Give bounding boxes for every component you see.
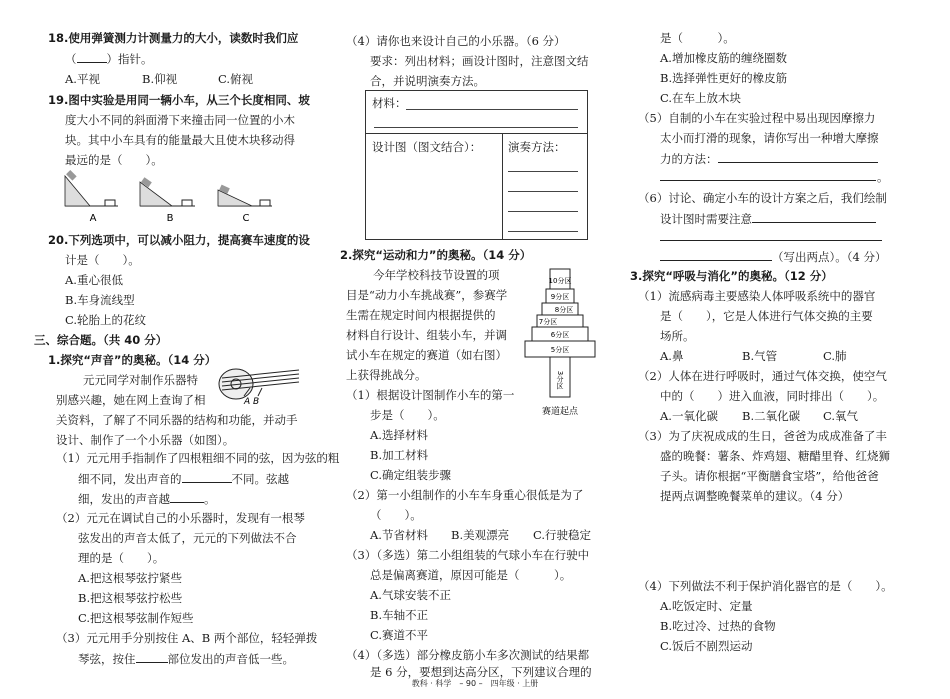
p2-s3-option-c: C.赛道不平 xyxy=(370,628,429,642)
r-cont-option-a: A.增加橡皮筋的缠绕圈数 xyxy=(660,51,787,65)
p2-s1-option-a: A.选择材料 xyxy=(370,428,428,442)
q20-option-c: C.轮胎上的花纹 xyxy=(65,313,147,327)
ramp-label-b: B xyxy=(166,213,174,224)
ramp-a xyxy=(65,170,118,206)
p3-s2-option-a: A.一氧化碳 xyxy=(660,409,718,423)
ramp-figures xyxy=(60,168,290,224)
r-s5-line-3: 力的方法： xyxy=(660,150,878,167)
p2-s3-option-a: A.气球安装不正 xyxy=(370,588,451,602)
p2-intro-2: 目是“动力小车挑战赛”，参赛学 xyxy=(346,288,508,302)
q18-stem: 18.使用弹簧测力计测量力的大小，读数时我们应 xyxy=(48,31,299,45)
p3-s4-option-b: B.吃过冷、过热的食物 xyxy=(660,619,776,633)
p1-s3-line-2: 琴弦，按住 部位发出的声音低一些。 xyxy=(78,652,294,666)
p2-s3-option-b: B.车轴不正 xyxy=(370,608,429,622)
p3-s2-option-c: C.氧气 xyxy=(823,409,859,423)
materials-label: 材料： xyxy=(372,96,407,110)
r-cont: 是（ ）。 xyxy=(660,31,735,45)
p3-s2-option-b: B.二氧化碳 xyxy=(742,409,801,423)
p3-s1-option-a: A.鼻 xyxy=(660,349,684,363)
p2-heading: 2.探究“运动和力”的奥秘。（14 分） xyxy=(340,248,532,262)
section-3-heading: 三、综合题。（共 40 分） xyxy=(34,333,168,347)
q18-option-a: A.平视 xyxy=(65,72,100,86)
r-s5-line-2: 太小而打滑的现象，请你写出一种增大摩擦 xyxy=(660,131,879,145)
p2-s1-line-1: （1）根据设计图制作小车的第一 xyxy=(346,388,515,402)
p2-s2-line-2: （ ）。 xyxy=(370,508,422,522)
track-caption: 赛道起点 xyxy=(541,407,579,417)
p3-s1-option-b: B.气管 xyxy=(742,349,778,363)
q19-line-4: 最远的是（ ）。 xyxy=(65,153,163,167)
method-label: 演奏方法： xyxy=(508,140,566,154)
p1-s2-option-c: C.把这根琴弦制作短些 xyxy=(78,611,194,625)
q18-stem2: （ ）指针。 xyxy=(65,52,153,66)
q20-line-1: 20.下列选项中，可以减小阻力，提高赛车速度的设 xyxy=(48,233,310,247)
q18-option-b: B.仰视 xyxy=(142,72,178,86)
q19-line-3: 块。其中小车具有的能量最大且使木块移动得 xyxy=(65,133,295,147)
p2-s2-option-c: C.行驶稳定 xyxy=(533,528,592,542)
ramp-label-a: A xyxy=(89,213,97,224)
p1-s2-line-1: （2）元元在调试自己的小乐器时，发现有一根琴 xyxy=(56,511,305,525)
p3-s1-line-3: 场所。 xyxy=(660,329,695,343)
m-s4-line-3: 合，并说明演奏方法。 xyxy=(370,74,485,88)
ramp-b xyxy=(140,177,195,206)
q18-option-c: C.俯视 xyxy=(218,72,254,86)
p1-intro-3: 关资料，了解了不同乐器的结构和功能，并动手 xyxy=(56,413,298,427)
r-s5-end: 。 xyxy=(877,170,889,184)
q19-line-1: 19.图中实验是用同一辆小车，从三个长度相同、坡 xyxy=(48,93,310,107)
p2-s1-option-c: C.确定组装步骤 xyxy=(370,468,452,482)
p3-s2-line-2: 中的（ ）进入血液，同时排出（ ）。 xyxy=(660,389,885,403)
p3-s2-line-1: （2）人体在进行呼吸时，通过气体交换，使空气 xyxy=(638,369,887,383)
r-cont-option-c: C.在车上放木块 xyxy=(660,91,742,105)
p2-s3-line-2: 总是偏离赛道，原因可能是（ ）。 xyxy=(370,568,572,582)
r-s5-line-1: （5）自制的小车在实验过程中易出现因摩擦力 xyxy=(638,111,876,125)
p1-s1-line-2: 细不同，发出声音的 不同。弦越 xyxy=(78,472,289,486)
p1-s1-line-1: （1）元元用手指制作了四根粗细不同的弦，因为弦的粗 xyxy=(56,451,340,465)
p1-intro-1: 元元同学对制作乐器特 xyxy=(83,373,198,387)
p2-s2-option-a: A.节省材料 xyxy=(370,528,428,542)
p3-s1-line-1: （1）流感病毒主要感染人体呼吸系统中的器官 xyxy=(638,289,876,303)
ramp-c xyxy=(218,185,272,206)
p3-s3-line-1: （3）为了庆祝成成的生日，爸爸为成成准备了丰 xyxy=(638,429,887,443)
p2-intro-5: 试小车在规定的赛道（如右图） xyxy=(346,348,507,362)
track-zone-5: 5分区 xyxy=(550,346,570,354)
p1-intro-4: 设计、制作了一个小乐器（如图）。 xyxy=(56,433,235,447)
p3-s4-option-c: C.饭后不剧烈运动 xyxy=(660,639,753,653)
track-zone-3: 3分区 xyxy=(556,370,564,390)
q20-option-b: B.车身流线型 xyxy=(65,293,135,307)
p2-s1-line-2: 步是（ ）。 xyxy=(370,408,445,422)
p1-s1-line-3: 细，发出的声音越 。 xyxy=(78,492,216,506)
q19-line-2: 度大小不同的斜面滑下来撞击同一位置的小木 xyxy=(65,113,295,127)
p2-intro-3: 生需在规定时间内根据提供的 xyxy=(346,308,496,322)
p1-s3-line-1: （3）元元用手分别按住 A、B 两个部位，轻轻弹拨 xyxy=(56,631,318,645)
track-zone-7: 7分区 xyxy=(538,318,558,326)
r-s6-line-2: 设计图时需要注意 xyxy=(660,210,876,227)
m-s4-line-1: （4）请你也来设计自己的小乐器。（6 分） xyxy=(346,34,566,48)
design-answer-box[interactable] xyxy=(365,90,588,240)
race-track-figure xyxy=(520,262,600,420)
instrument-label: A B xyxy=(244,397,260,406)
track-zone-6: 6分区 xyxy=(550,331,570,339)
p3-s4-line-1: （4）下列做法不利于保护消化器官的是（ ）。 xyxy=(638,579,893,593)
p3-s1-option-c: C.肺 xyxy=(823,349,847,363)
design-label: 设计图（图文结合）： xyxy=(372,140,482,154)
p3-heading: 3.探究“呼吸与消化”的奥秘。（12 分） xyxy=(630,269,833,283)
r-s6-line-3: （写出两点）。（4 分） xyxy=(660,248,886,265)
p3-s3-line-4: 提两点调整晚餐菜单的建议。（4 分） xyxy=(660,489,850,503)
p2-intro-4: 材料自行设计、组装小车，并调 xyxy=(346,328,507,342)
r-s6-line-1: （6）讨论、确定小车的设计方案之后，我们绘制 xyxy=(638,191,887,205)
track-zone-10: 10分区 xyxy=(548,277,572,285)
q20-option-a: A.重心很低 xyxy=(65,273,123,287)
p1-intro-2: 别感兴趣，她在网上查询了相 xyxy=(56,393,206,407)
p2-s2-option-b: B.美观漂亮 xyxy=(451,528,510,542)
p2-s2-line-1: （2）第一小组制作的小车车身重心很低是为了 xyxy=(346,488,584,502)
p2-s4-line-1: （4）（多选）部分橡皮筋小车多次测试的结果都 xyxy=(346,648,590,662)
p3-s4-option-a: A.吃饭定时、定量 xyxy=(660,599,753,613)
p2-intro-6: 上获得挑战分。 xyxy=(346,368,427,382)
p1-s2-option-b: B.把这根琴弦拧松些 xyxy=(78,591,183,605)
p1-s2-line-3: 理的是（ ）。 xyxy=(78,551,165,565)
p2-s3-line-1: （3）（多选）第二小组组装的气球小车在行驶中 xyxy=(346,548,590,562)
p1-heading: 1.探究“声音”的奥秘。（14 分） xyxy=(48,353,217,367)
p2-s1-option-b: B.加工材料 xyxy=(370,448,429,462)
instrument-figure xyxy=(214,358,304,406)
m-s4-line-2: 要求：列出材料；画设计图时，注意图文结 xyxy=(370,54,589,68)
track-zone-9: 9分区 xyxy=(550,293,570,301)
p3-s3-line-2: 盛的晚餐：薯条、炸鸡翅、糖醋里脊、红烧狮 xyxy=(660,449,890,463)
r-cont-option-b: B.选择弹性更好的橡皮筋 xyxy=(660,71,788,85)
p2-intro-1: 今年学校科技节设置的项 xyxy=(373,268,500,282)
q20-line-2: 计是（ ）。 xyxy=(65,253,140,267)
p2-s4-line-2: 是 6 分，要想到达高分区，下列建议合理的 xyxy=(370,665,592,679)
p3-s3-line-3: 子头。请你根据“平衡膳食宝塔”，给他爸爸 xyxy=(660,469,879,483)
track-zone-8: 8分区 xyxy=(554,306,574,314)
page-footer: 教科 · 科学 – 90 – 四年级 · 上册 xyxy=(411,679,539,688)
p1-s2-option-a: A.把这根琴弦拧紧些 xyxy=(78,571,182,585)
ramp-label-c: C xyxy=(242,213,250,224)
p3-s1-line-2: 是（ ），它是人体进行气体交换的主要 xyxy=(660,309,873,323)
p1-s2-line-2: 弦发出的声音太低了，元元的下列做法不合 xyxy=(78,531,297,545)
